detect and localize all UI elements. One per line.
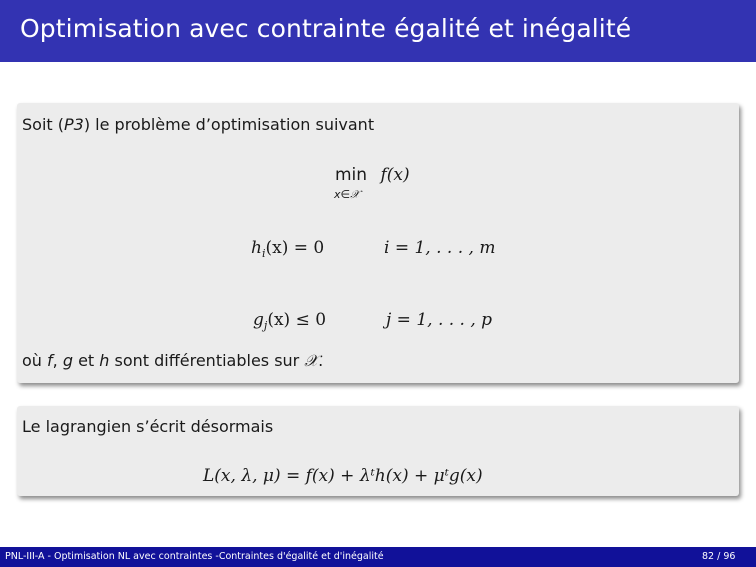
lagrangian-block <box>17 406 739 496</box>
inequality-constraint-index: j = 1, . . . , p <box>386 310 493 330</box>
footer-bar <box>0 547 756 567</box>
slide-title: Optimisation avec contrainte égalité et inégalité <box>20 14 632 43</box>
objective-equation: min f(x) <box>335 165 410 185</box>
equality-constraint: $h_i(x) = 0$ <box>251 238 325 260</box>
slide-title-bar <box>0 0 756 62</box>
page-number: 82 / 96 <box>702 551 736 562</box>
lagrangian-intro: Le lagrangien s’écrit désormais <box>22 417 274 436</box>
footer-title: PNL-III-A - Optimisation NL avec contraintes -Contraintes d'égalité et d'inégalité <box>5 551 384 562</box>
equality-constraint-index: i = 1, . . . , m <box>384 238 496 258</box>
inequality-constraint: $g_j(x) \le 0$ <box>253 310 327 332</box>
objective-subscript: x∈𝒳 <box>334 188 360 201</box>
problem-block <box>17 103 739 383</box>
differentiability-statement: où f, g et h sont différentiables sur 𝒳. <box>22 351 324 370</box>
lagrangian-equation: L(x, λ, μ) = f(x) + λᵗh(x) + μᵗg(x) <box>203 466 483 486</box>
problem-intro: Soit (P3) le problème d’optimisation suivant <box>22 115 375 134</box>
